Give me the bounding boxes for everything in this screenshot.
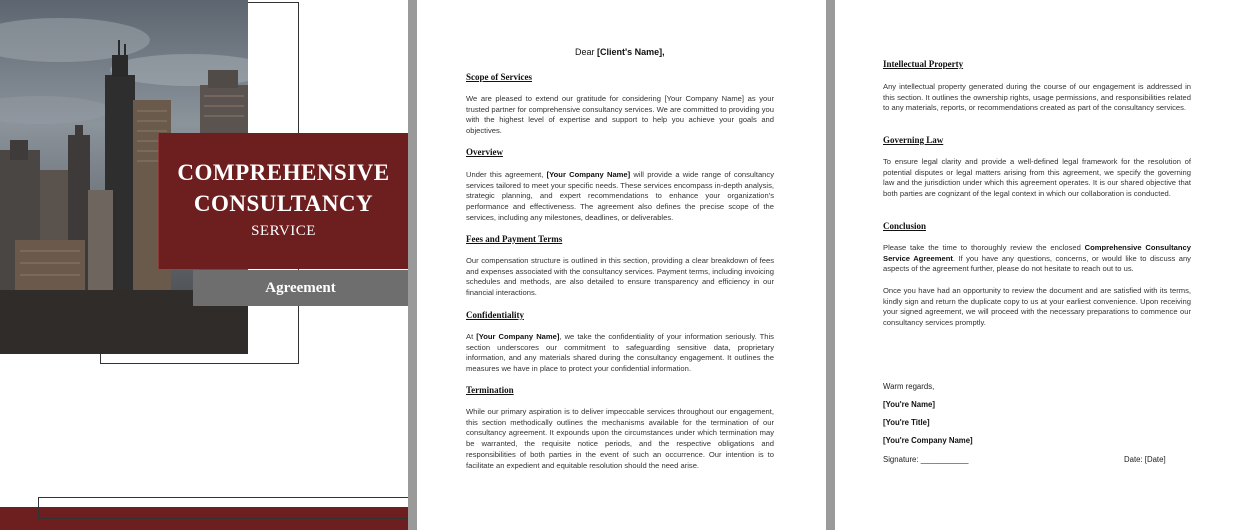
sender-company: [You're Company Name] bbox=[883, 436, 973, 445]
heading-intellectual-property: Intellectual Property bbox=[883, 59, 964, 69]
cover-title-line-2: CONSULTANCY bbox=[193, 191, 374, 216]
governing-body: To ensure legal clarity and provide a well-defined legal framework for the resolution of potential disputes or legal matters arising from this agreement, we specify the governing law and the jurisdiction under which this agreement operates. It is our shared objective that both parties are cognizant of the legal context in which our collaboration is conducted. bbox=[883, 157, 1191, 199]
heading-confidentiality: Confidentiality bbox=[466, 310, 525, 320]
signature-line: Signature: ___________ bbox=[883, 455, 969, 464]
cover-subtitle-bar: Agreement bbox=[193, 270, 408, 306]
conclusion-text-pre: Please take the time to thoroughly review the enclosed bbox=[883, 243, 1085, 252]
confidentiality-company: [Your Company Name] bbox=[476, 332, 560, 341]
sender-title: [You're Title] bbox=[883, 418, 930, 427]
overview-text-pre: Under this agreement, bbox=[466, 170, 547, 179]
client-name: [Client's Name], bbox=[597, 47, 665, 57]
conclusion-doc-name: Comprehensive Consultancy Service Agreement bbox=[883, 243, 1191, 263]
termination-body: While our primary aspiration is to deliver impeccable services throughout our engagement, this section methodically outlines the mechanisms available for the termination of our consultancy agreement. It expounds upon the circumstances under which termination may be warranted, the requisite notice periods, and the respective obligations and responsibilities of both parties in the event of such an occurrence. Our intention is to facilitate an expedient and equitable resolution should the need arise. bbox=[466, 407, 774, 470]
letter-page-1 bbox=[417, 0, 826, 530]
heading-fees: Fees and Payment Terms bbox=[466, 234, 563, 244]
ip-body: Any intellectual property generated during the course of our engagement is addressed in this section. It outlines the ownership rights, usage permissions, and responsibilities related to any materials, reports, or recommendations created as part of the consultancy services. bbox=[883, 82, 1191, 113]
cover-title-line-3: SERVICE bbox=[251, 223, 316, 239]
conclusion-body bbox=[883, 243, 1191, 275]
salutation-prefix: Dear bbox=[575, 47, 598, 57]
cover-title-box bbox=[158, 133, 408, 269]
scope-body: We are pleased to extend our gratitude for considering [Your Company Name] as your trusted partner for comprehensive consultancy services. We are committed to providing you with the highest level of expertise and support to help you achieve your goals and objectives. bbox=[466, 94, 774, 136]
cover-bottom-frame bbox=[38, 497, 408, 519]
salutation bbox=[575, 47, 665, 57]
overview-text-post: will provide a wide range of consultancy services tailored to meet your specific needs. These services encompass in-depth analysis, strategic planning, and expert recommendations to enhance your organization's performance and effectiveness. The agreement also defines the precise scope of the services, including any milestones, deadlines, or deliverables. bbox=[466, 170, 774, 222]
overview-company: [Your Company Name] bbox=[546, 170, 631, 179]
fees-body: Our compensation structure is outlined in this section, providing a clear breakdown of fees and expenses associated with the consultancy services. Payment terms, including invoicing schedules and methods, are also detailed to ensure transparency and efficiency in our financial interactions. bbox=[466, 256, 774, 298]
confidentiality-text-pre: At bbox=[466, 332, 477, 341]
heading-conclusion: Conclusion bbox=[883, 221, 927, 231]
date-line: Date: [Date] bbox=[1124, 455, 1166, 464]
heading-governing-law: Governing Law bbox=[883, 135, 944, 145]
heading-termination: Termination bbox=[466, 385, 514, 395]
confidentiality-body bbox=[466, 332, 774, 375]
conclusion-body-2: Once you have had an opportunity to review the document and are satisfied with its terms, kindly sign and return the duplicate copy to us at your earliest convenience. Upon receiving your signed agreement, we will proceed with the necessary preparations to commence our consultancy services promptly. bbox=[883, 286, 1191, 328]
overview-body bbox=[466, 170, 774, 224]
heading-overview: Overview bbox=[466, 147, 503, 157]
cover-page bbox=[0, 0, 408, 530]
closing-text: Warm regards, bbox=[883, 382, 935, 391]
cover-title-line-1: COMPREHENSIVE bbox=[177, 160, 390, 185]
conclusion-text-post: . If you have any questions, concerns, or would like to discuss any aspects of the agreement further, please do not hesitate to reach out to us. bbox=[883, 253, 1191, 274]
heading-scope: Scope of Services bbox=[466, 72, 532, 82]
letter-page-2 bbox=[835, 0, 1244, 530]
sender-name: [You're Name] bbox=[883, 400, 935, 409]
confidentiality-text-post: , we take the confidentiality of your information seriously. This section underscores our commitment to safeguarding sensitive data, proprietary information, and any materials shared during the consultancy engagement. It outlines the measures we have in place to protect your confidential information. bbox=[466, 332, 774, 374]
